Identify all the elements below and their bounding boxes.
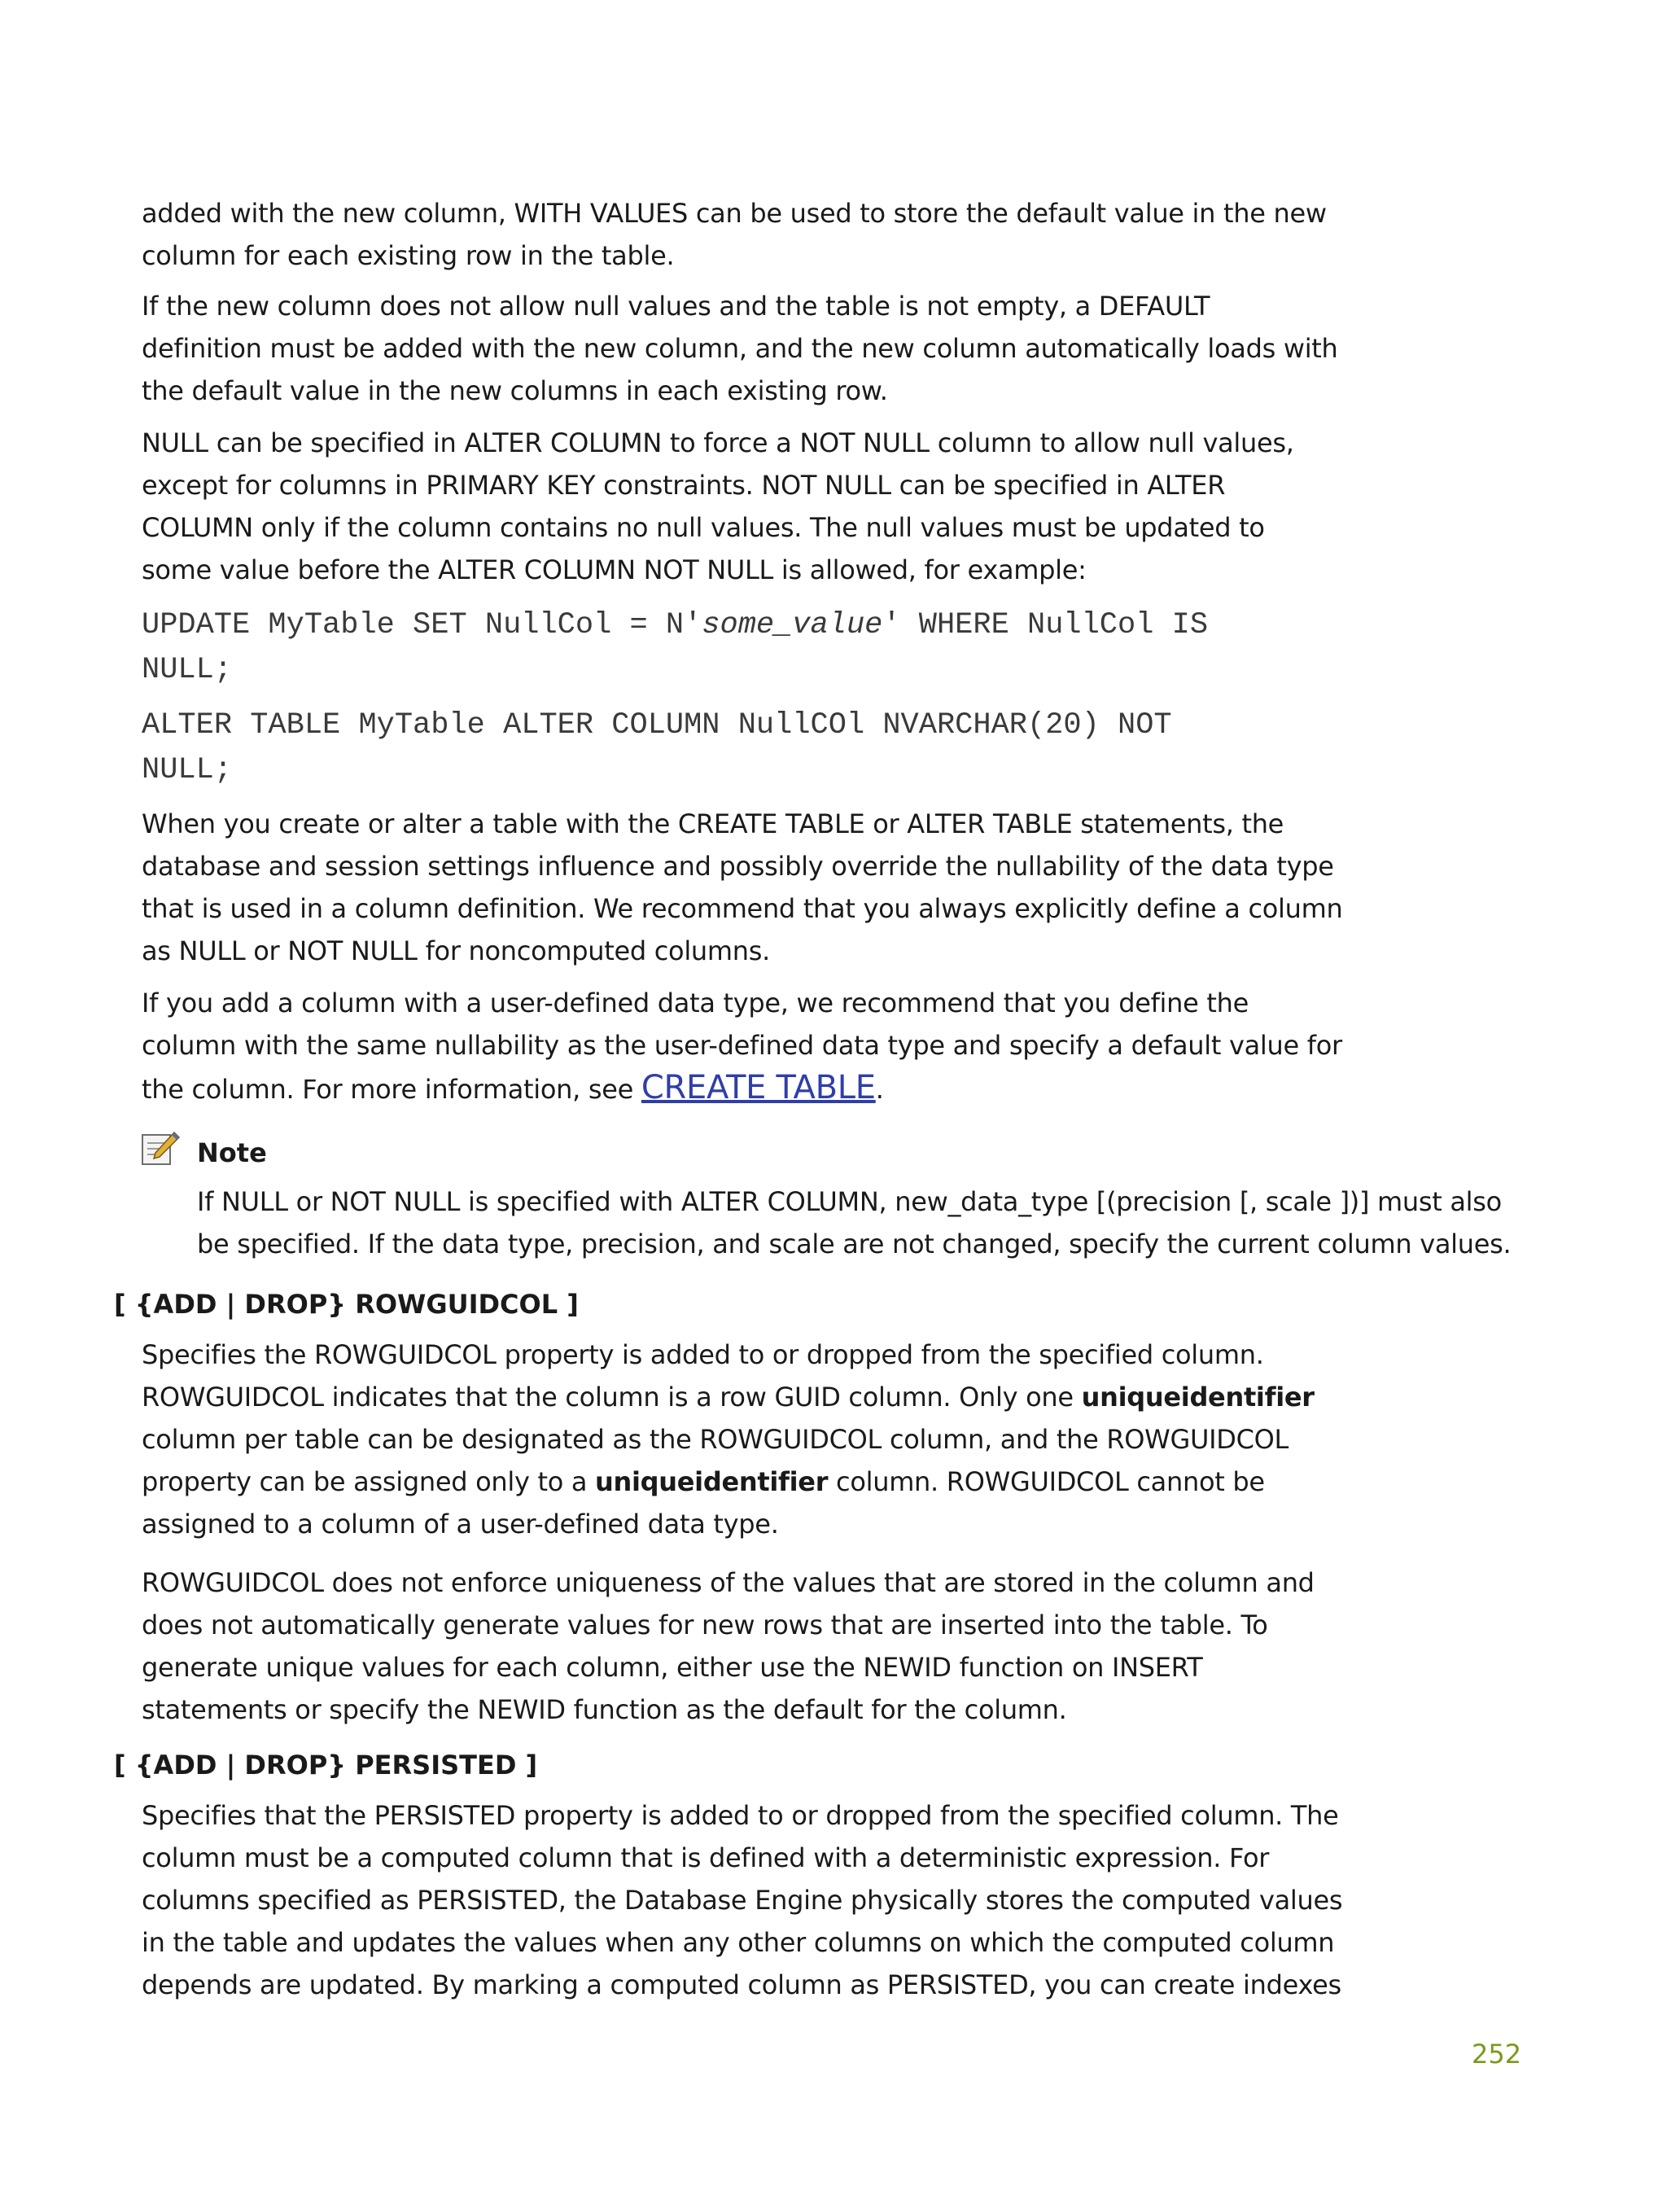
paragraph-null-alter-column	[142, 422, 1297, 591]
code-line: NULL;	[142, 753, 233, 787]
paragraph-rowguidcol-uniqueness	[142, 1562, 1315, 1731]
paragraph-not-null-default	[142, 285, 1338, 412]
text-line: Specifies the ROWGUIDCOL property is added to or dropped from the specified column.	[142, 1339, 1264, 1370]
text-line: column for each existing row in the table.	[142, 240, 675, 271]
code-line: NULL;	[142, 653, 233, 687]
paragraph-persisted-property	[142, 1794, 1343, 2006]
code-placeholder: some_value	[702, 608, 883, 642]
text-line: that is used in a column definition. We recommend that you always explicitly define a column	[142, 893, 1343, 924]
text-line: depends are updated. By marking a computed column as PERSISTED, you can create indexes	[142, 1969, 1341, 2000]
text-line: ROWGUIDCOL does not enforce uniqueness of the values that are stored in the column and	[142, 1567, 1315, 1598]
text-line: some value before the ALTER COLUMN NOT NULL is allowed, for example:	[142, 554, 1087, 585]
text-line: in the table and updates the values when any other columns on which the computed column	[142, 1927, 1335, 1958]
text-line: added with the new column, WITH VALUES can be used to store the default value in the new	[142, 198, 1327, 229]
note-title: Note	[197, 1137, 267, 1168]
paragraph-nullability-settings	[142, 803, 1343, 972]
text-line: columns specified as PERSISTED, the Database Engine physically stores the computed values	[142, 1885, 1343, 1916]
text-line: COLUMN only if the column contains no null values. The null values must be updated to	[142, 512, 1265, 543]
text-line: column per table can be designated as the ROWGUIDCOL column, and the ROWGUIDCOL	[142, 1424, 1289, 1455]
text-line: column must be a computed column that is defined with a deterministic expression. For	[142, 1842, 1270, 1873]
text-line: ROWGUIDCOL indicates that the column is a row GUID column. Only one uniqueidentifier	[142, 1382, 1315, 1413]
code-line: ALTER TABLE MyTable ALTER COLUMN NullCOl NVARCHAR(20) NOT	[142, 708, 1172, 742]
term-uniqueidentifier: uniqueidentifier	[595, 1466, 829, 1497]
text-line: If NULL or NOT NULL is specified with ALTER COLUMN, new_data_type [(precision [, scale ])] must also	[197, 1186, 1502, 1217]
text-line: as NULL or NOT NULL for noncomputed columns.	[142, 935, 770, 966]
paragraph-with-values	[142, 192, 1327, 277]
paragraph-user-defined-type	[142, 982, 1342, 1110]
text-line: the column. For more information, see CREATE TABLE.	[142, 1069, 884, 1106]
text-line: does not automatically generate values for new rows that are inserted into the table. To	[142, 1610, 1268, 1640]
text-line: statements or specify the NEWID function as the default for the column.	[142, 1694, 1067, 1725]
text-line: NULL can be specified in ALTER COLUMN to force a NOT NULL column to allow null values,	[142, 427, 1294, 458]
note-pencil-icon	[140, 1130, 181, 1167]
section-heading-rowguidcol: [ {ADD | DROP} ROWGUIDCOL ]	[114, 1289, 579, 1320]
text-line: If the new column does not allow null values and the table is not empty, a DEFAULT	[142, 291, 1210, 322]
code-line: UPDATE MyTable SET NullCol = N'some_value' WHERE NullCol IS	[142, 608, 1209, 642]
paragraph-rowguidcol-property	[142, 1334, 1315, 1545]
note-body	[197, 1180, 1511, 1265]
text-line: Specifies that the PERSISTED property is added to or dropped from the specified column. The	[142, 1800, 1339, 1831]
text-line: When you create or alter a table with the CREATE TABLE or ALTER TABLE statements, the	[142, 808, 1284, 839]
text-line: except for columns in PRIMARY KEY constraints. NOT NULL can be specified in ALTER	[142, 470, 1226, 501]
page-number: 252	[1472, 2039, 1522, 2070]
term-uniqueidentifier: uniqueidentifier	[1081, 1382, 1315, 1413]
create-table-link[interactable]: CREATE TABLE	[641, 1069, 876, 1106]
text-line: be specified. If the data type, precision, and scale are not changed, specify the current column values.	[197, 1229, 1512, 1259]
text-line: column with the same nullability as the user-defined data type and specify a default value for	[142, 1030, 1342, 1061]
text-line: definition must be added with the new column, and the new column automatically loads with	[142, 333, 1338, 364]
text-line: database and session settings influence and possibly override the nullability of the data type	[142, 851, 1334, 882]
text-line: the default value in the new columns in each existing row.	[142, 375, 888, 406]
code-update-example	[142, 603, 1208, 693]
text-line: assigned to a column of a user-defined data type.	[142, 1509, 779, 1540]
code-alter-example	[142, 703, 1172, 793]
section-heading-persisted: [ {ADD | DROP} PERSISTED ]	[114, 1750, 538, 1781]
text-line: If you add a column with a user-defined data type, we recommend that you define the	[142, 988, 1249, 1018]
text-line: generate unique values for each column, either use the NEWID function on INSERT	[142, 1652, 1203, 1683]
text-line: property can be assigned only to a uniqueidentifier column. ROWGUIDCOL cannot be	[142, 1466, 1265, 1497]
